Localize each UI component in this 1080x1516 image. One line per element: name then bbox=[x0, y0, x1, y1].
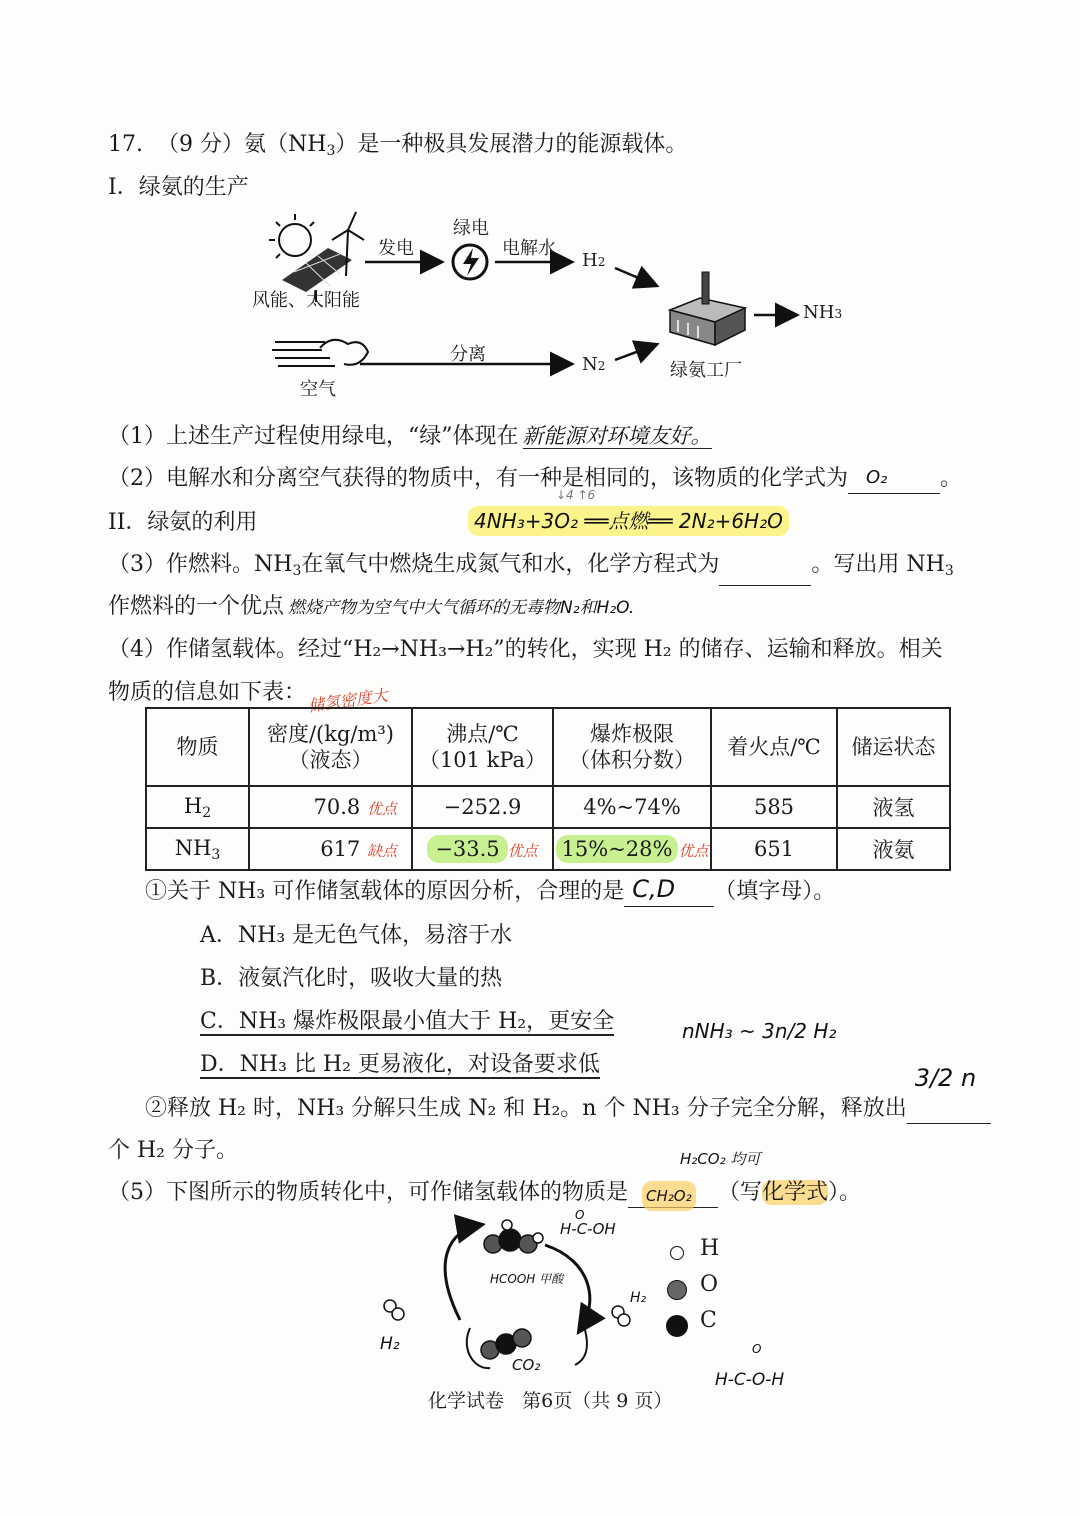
header-boiling-point: 沸点/℃ （101 kPa） bbox=[412, 708, 553, 786]
cell-boiling: −33.5 优点 bbox=[412, 828, 553, 870]
cell-boiling: −252.9 bbox=[412, 786, 553, 828]
ratio-note: nNH₃ ~ 3n/2 H₂ bbox=[682, 1019, 837, 1043]
renewable-label: 风能、太阳能 bbox=[252, 290, 360, 311]
q5-note: H₂CO₂ 均可 bbox=[680, 1150, 761, 1168]
question-2 bbox=[108, 464, 962, 494]
table-note: 储氢密度大 bbox=[306, 685, 389, 716]
sub1-answer-blank bbox=[624, 875, 714, 907]
sub2-text: ②释放 H₂ 时，NH₃ 分解只生成 N₂ 和 H₂。n 个 NH₃ 分子完全分解，释放出 bbox=[145, 1096, 907, 1121]
n2-label: N2 bbox=[582, 354, 606, 375]
question-points: （9 分） bbox=[157, 132, 244, 157]
q3-text-a: （3）作燃料。NH bbox=[108, 552, 293, 577]
hydrogen-atom-icon bbox=[670, 1246, 684, 1260]
h2-molecule-left bbox=[384, 1300, 404, 1320]
production-diagram bbox=[252, 210, 860, 410]
co2-label: CO₂ bbox=[512, 1356, 541, 1374]
air-label: 空气 bbox=[300, 379, 336, 400]
q2-end: 。 bbox=[940, 466, 963, 491]
substance-info-table bbox=[145, 707, 951, 871]
option-c: C．NH₃ 爆炸极限最小值大于 H₂，更安全 bbox=[200, 1009, 615, 1034]
equation-annotation: 4NH₃+3O₂ ══点燃══ 2N₂+6H₂O bbox=[468, 506, 789, 536]
cell-density: 617 缺点 bbox=[249, 828, 412, 870]
h2-right-label: H₂ bbox=[630, 1290, 647, 1306]
q5-end-b: 化学式 bbox=[762, 1180, 829, 1205]
q5-answer: CH₂O₂ bbox=[642, 1181, 696, 1211]
q2-answer-blank bbox=[848, 467, 940, 494]
h2-label: H2 bbox=[582, 250, 606, 271]
question-4-line2: 物质的信息如下表： bbox=[108, 680, 307, 705]
q3-text-d: 作燃料的一个优点 bbox=[108, 594, 285, 619]
hcooh-note: HCOOH 甲酸 bbox=[490, 1272, 564, 1286]
question-4-line1: （4）作储氢载体。经过“H₂→NH₃→H₂”的转化，实现 H₂ 的储存、运输和释放。相关 bbox=[108, 637, 943, 662]
green-power-label: 绿电 bbox=[453, 218, 489, 239]
header-substance: 物质 bbox=[146, 708, 249, 786]
q3-text-b: 在氧气中燃烧生成氮气和水，化学方程式为 bbox=[301, 552, 720, 577]
cell-density: 70.8 优点 bbox=[249, 786, 412, 828]
question-number: 17. bbox=[108, 132, 143, 157]
question-3-line1 bbox=[108, 550, 954, 586]
h2-molecule-right bbox=[612, 1306, 630, 1326]
bottom-structure-o: O bbox=[752, 1342, 762, 1356]
q2-text: （2）电解水和分离空气获得的物质中，有一种是相同的，该物质的化学式为 bbox=[108, 466, 848, 491]
formic-acid-molecule bbox=[484, 1220, 543, 1253]
cell-state: 液氨 bbox=[837, 828, 950, 870]
h2-left-label: H₂ bbox=[380, 1334, 400, 1354]
intro-sub: 3 bbox=[326, 143, 336, 159]
q2-answer: O₂ bbox=[866, 467, 888, 488]
table-row bbox=[146, 828, 950, 870]
electron-marks: ↓4 ↑6 bbox=[556, 488, 596, 502]
intro-text: 氨（NH bbox=[244, 132, 327, 157]
top-structure-o: O bbox=[575, 1208, 585, 1222]
section-2-title: II．绿氨的利用 bbox=[108, 510, 258, 535]
header-ignition-point: 着火点/℃ bbox=[711, 708, 837, 786]
electrolysis-label: 电解水 bbox=[502, 238, 556, 259]
q3-equation-blank bbox=[719, 559, 811, 586]
cell-explosion: 15%~28% 优点 bbox=[553, 828, 711, 870]
nh3-label: NH3 bbox=[803, 302, 843, 323]
top-structure: H-C-OH bbox=[560, 1220, 616, 1238]
sun-icon bbox=[269, 214, 314, 258]
q5-end-c: ）。 bbox=[828, 1180, 862, 1205]
q5-text: （5）下图所示的物质转化中，可作储氢载体的物质是 bbox=[108, 1180, 628, 1205]
cell-state: 液氢 bbox=[837, 786, 950, 828]
option-b: B．液氨汽化时，吸收大量的热 bbox=[200, 966, 503, 991]
sub1-end: （填字母）。 bbox=[714, 879, 836, 904]
green-power-icon bbox=[453, 245, 487, 279]
sub-question-2-end: 个 H₂ 分子。 bbox=[108, 1138, 238, 1163]
generate-power-label: 发电 bbox=[378, 238, 414, 259]
header-explosion-limit: 爆炸极限 （体积分数） bbox=[553, 708, 711, 786]
conversion-cycle-diagram: HCOOH 甲酸 O H-C-OH H₂ H₂ CO₂ H O C O H-C-O-H bbox=[360, 1200, 840, 1400]
wind-cloud-icon bbox=[272, 340, 368, 366]
sub-question-1 bbox=[145, 877, 835, 907]
question-1 bbox=[108, 421, 712, 452]
intro-text-end: ）是一种极具发展潜力的能源载体。 bbox=[335, 132, 688, 157]
question-3-line2 bbox=[108, 592, 634, 623]
q3-answer: 燃烧产物为空气中大气循环的无毒物N₂和H₂O. bbox=[288, 598, 635, 618]
oxygen-atom-icon bbox=[667, 1280, 687, 1300]
q3-sub-2: 3 bbox=[944, 563, 954, 579]
cell-substance: $NH_3$ bbox=[146, 828, 249, 870]
q1-answer: 新能源对环境友好。 bbox=[522, 424, 712, 448]
section-1-title: I．绿氨的生产 bbox=[108, 175, 249, 200]
table-header-row bbox=[146, 708, 950, 786]
sub1-answer: C,D bbox=[632, 875, 676, 903]
q3-sub: 3 bbox=[292, 563, 302, 579]
q3-text-c: 。写出用 NH bbox=[811, 552, 945, 577]
sub1-text: ①关于 NH₃ 可作储氢载体的原因分析，合理的是 bbox=[145, 879, 625, 904]
factory-label: 绿氨工厂 bbox=[670, 360, 742, 381]
cell-ignition: 651 bbox=[711, 828, 837, 870]
carbon-atom-icon bbox=[666, 1315, 688, 1337]
table-row bbox=[146, 786, 950, 828]
separation-label: 分离 bbox=[450, 344, 486, 365]
header-density: 密度/(kg/m³) （液态） bbox=[249, 708, 412, 786]
q1-text: （1）上述生产过程使用绿电，“绿”体现在 bbox=[108, 424, 519, 449]
co2-molecule bbox=[481, 1329, 531, 1359]
header-storage-state: 储运状态 bbox=[837, 708, 950, 786]
q5-end-a: （写 bbox=[718, 1180, 763, 1205]
cell-explosion: 4%~74% bbox=[553, 786, 711, 828]
option-a: A．NH₃ 是无色气体，易溶于水 bbox=[200, 923, 513, 948]
page-footer: 化学试卷 第6页（共 9 页） bbox=[428, 1390, 673, 1412]
sub2-answer-blank bbox=[907, 1064, 991, 1124]
cell-ignition: 585 bbox=[711, 786, 837, 828]
factory-icon bbox=[670, 272, 745, 345]
sub2-answer: 3/2 n bbox=[914, 1064, 977, 1092]
cell-substance: $H_2$ bbox=[146, 786, 249, 828]
option-d: D．NH₃ 比 H₂ 更易液化，对设备要求低 bbox=[200, 1052, 600, 1077]
question-17-title bbox=[108, 130, 687, 166]
bottom-structure: H-C-O-H bbox=[715, 1370, 785, 1390]
